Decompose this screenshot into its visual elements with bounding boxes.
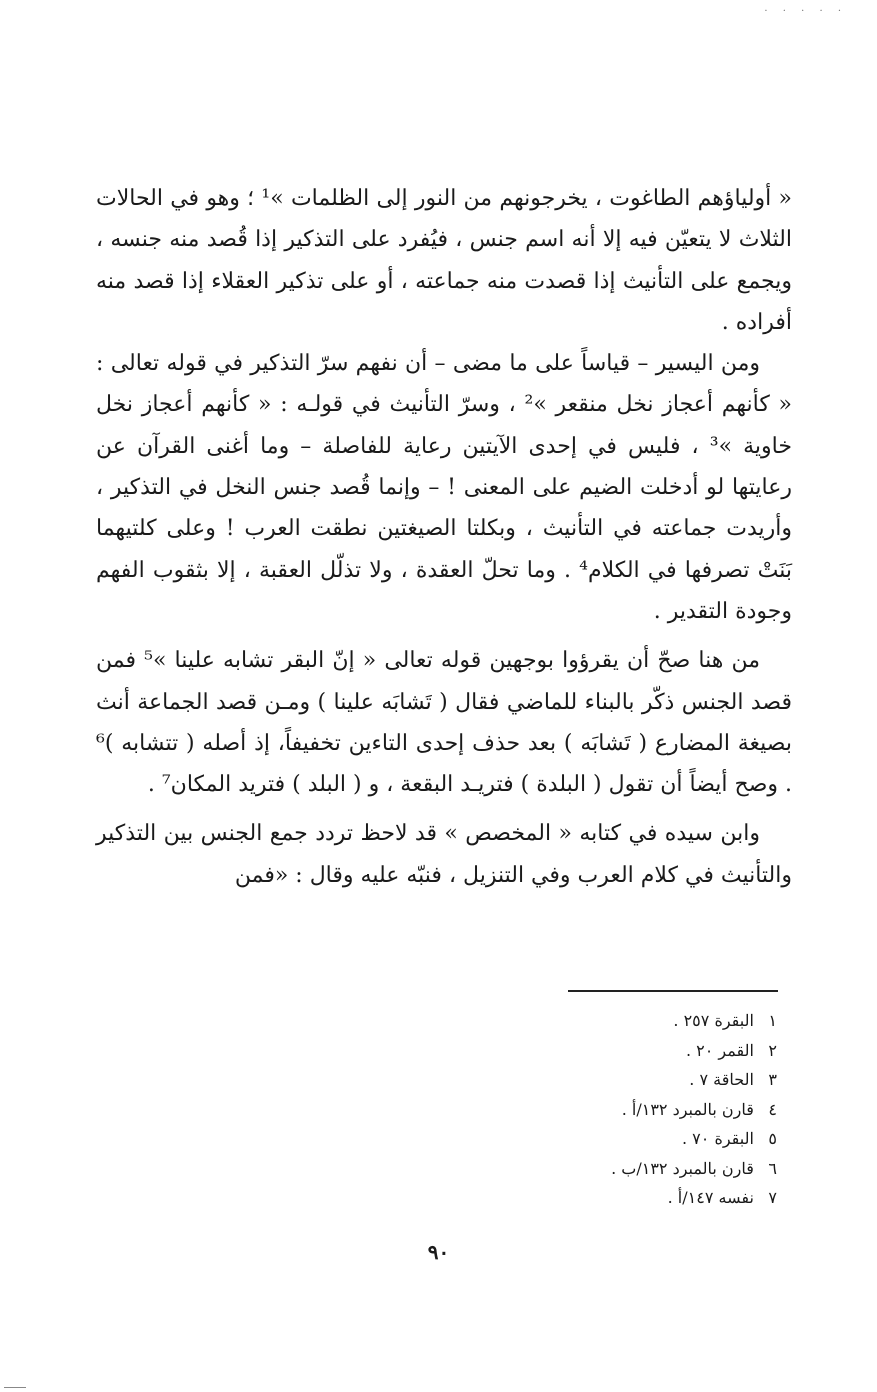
scan-corner-mark [4, 1387, 26, 1388]
paragraph-1: « أولياؤهم الطاغوت ، يخرجونهم من النور إلى الظلمات »¹ ؛ وهو في الحالات الثلاث لا يتعيّن فيه إلا أنه اسم جنس ، فيُفرد على التذكير إذا قُصد منه جنسه ، ويجمع على التأنيث إذا قصدت منه جماعته ، أو على تذكير العقلاء إذا قصد منه أفراده . [96, 186, 792, 335]
footnote-number: ٤ [768, 1099, 777, 1119]
footnote-text: قارن بالمبرد ١٣٢/ب . [611, 1158, 754, 1178]
paragraph-2: ومن اليسير – قياساً على ما مضى – أن نفهم سرّ التذكير في قوله تعالى : « كأنهم أعجاز نخل منقعر »² ، وسرّ التأنيث في قولـه : « كأنهم أعجاز نخل خاوية »³ ، فليس في إحدى الآيتين رعاية للفاصلة – وما أغنى القرآن عن رعايتها لو أدخلت الضيم على المعنى ! – وإنما قُصد جنس النخل في التذكير ، وأريدت جماعته في التأنيث ، وبكلتا الصيغتين نطقت العرب ! وعلى كلتيهما بَنَتْ تصرفها في الكلام⁴ . وما تحلّ العقدة ، ولا تذلّل العقبة ، إلا بثقوب الفهم وجودة التقدير . [96, 351, 793, 624]
body-text [96, 178, 792, 896]
page-number: ٩٠ [427, 1240, 450, 1264]
paragraph-3: من هنا صحّ أن يقرؤوا بوجهين قوله تعالى « إنّ البقر تشابه علينا »⁵ فمن قصد الجنس ذكّر بالبناء للماضي فقال ( تَشابَه علينا ) ومـن قصد الجماعة أنث بصيغة المضارع ( تَشابَه ) بعد حذف إحدى التاءين تخفيفاً، إذ أصله ( تتشابه )⁶ . وصح أيضاً أن تقول ( البلدة ) فتريـد البقعة ، و ( البلد ) فتريد المكان⁷ . [96, 648, 792, 798]
footnote-text: البقرة ٢٥٧ . [673, 1011, 754, 1030]
footnote-item [477, 1183, 777, 1213]
footnote-text: نفسه ١٤٧/أ . [667, 1188, 754, 1207]
scan-edge-marks: · · · · · [764, 6, 847, 17]
footnote-item [477, 1095, 777, 1125]
footnote-item [477, 1036, 777, 1066]
footnote-number: ٧ [768, 1188, 777, 1207]
footnote-number: ٣ [768, 1070, 777, 1089]
paragraph-4: وابن سيده في كتابه « المخصص » قد لاحظ تردد جمع الجنس بين التذكير والتأنيث في كلام العرب وفي التنزيل ، فنبّه عليه وقال : «فمن [96, 821, 792, 888]
footnote-number: ١ [768, 1011, 777, 1030]
footnote-text: البقرة ٧٠ . [682, 1129, 754, 1148]
footnote-item [477, 1124, 777, 1154]
footnotes-list [477, 1006, 777, 1213]
footnote-text: قارن بالمبرد ١٣٢/أ . [621, 1099, 754, 1119]
footnote-text: القمر ٢٠ . [685, 1040, 754, 1060]
footnote-item [477, 1154, 777, 1184]
footnote-number: ٥ [768, 1129, 777, 1148]
footnote-divider [568, 990, 778, 992]
footnote-number: ٦ [768, 1158, 777, 1178]
footnote-item [477, 1065, 777, 1095]
footnote-text: الحاقة ٧ . [689, 1070, 754, 1089]
footnote-item [477, 1006, 777, 1036]
footnote-number: ٢ [768, 1040, 777, 1060]
